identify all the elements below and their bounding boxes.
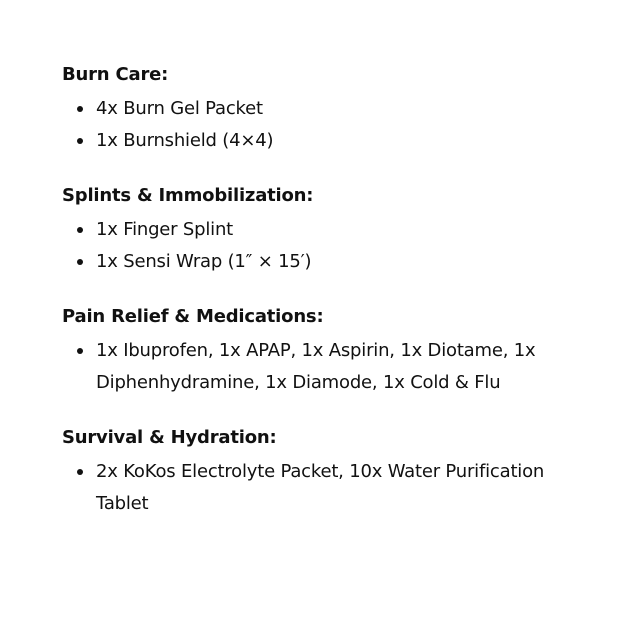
item-list: [62, 335, 562, 399]
list-item-text: 2x KoKos Electrolyte Packet, 10x Water Purification Tablet: [96, 461, 545, 514]
section-heading: Survival & Hydration:: [62, 427, 277, 448]
list-item: [62, 246, 562, 278]
section-splints-immobilization: [62, 183, 562, 278]
bullet-icon: [77, 348, 83, 354]
list-item: [62, 93, 562, 125]
bullet-icon: [77, 106, 83, 112]
list-item-text: 1x Sensi Wrap (1″ × 15′): [96, 251, 312, 272]
list-item: [62, 456, 562, 520]
section-heading: Burn Care:: [62, 64, 169, 85]
bullet-icon: [77, 227, 83, 233]
section-burn-care: [62, 62, 562, 157]
bullet-icon: [77, 469, 83, 475]
list-item: [62, 335, 562, 399]
bullet-icon: [77, 138, 83, 144]
section-pain-relief-medications: [62, 304, 562, 399]
item-list: [62, 456, 562, 520]
bullet-icon: [77, 259, 83, 265]
section-survival-hydration: [62, 425, 562, 520]
item-list: [62, 214, 562, 278]
list-item-text: 1x Burnshield (4×4): [96, 130, 274, 151]
kit-contents: [62, 62, 562, 546]
list-item-text: 4x Burn Gel Packet: [96, 98, 263, 119]
item-list: [62, 93, 562, 157]
list-item: [62, 214, 562, 246]
list-item: [62, 125, 562, 157]
list-item-text: 1x Ibuprofen, 1x APAP, 1x Aspirin, 1x Diotame, 1x Diphenhydramine, 1x Diamode, 1x Cold & Flu: [96, 340, 536, 393]
section-heading: Splints & Immobilization:: [62, 185, 314, 206]
section-heading: Pain Relief & Medications:: [62, 306, 324, 327]
list-item-text: 1x Finger Splint: [96, 219, 234, 240]
